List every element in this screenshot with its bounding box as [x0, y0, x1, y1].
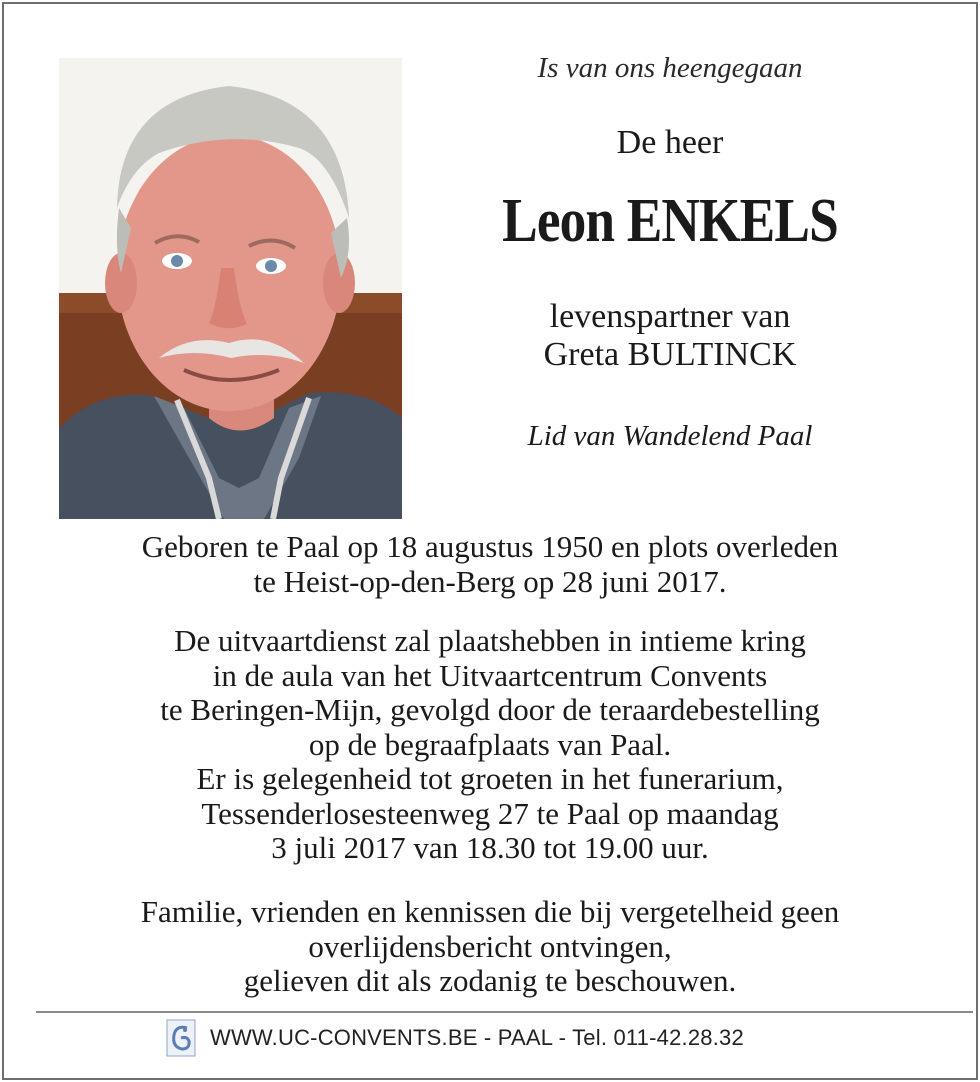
- partner-line: levenspartner van: [549, 298, 791, 335]
- text-line: te Beringen-Mijn, gevolgd door de teraardebestelling: [160, 692, 820, 727]
- closing-paragraph: [40, 895, 940, 999]
- partner-block: [470, 298, 870, 374]
- text-line: te Heist-op-den-Berg op 28 juni 2017.: [253, 563, 727, 599]
- footer: [166, 1018, 744, 1058]
- contact-info[interactable]: WWW.UC-CONVENTS.BE - PAAL - Tel. 011-42.28.32: [210, 1025, 744, 1050]
- membership-text: Lid van Wandelend Paal: [527, 420, 813, 452]
- text-line: Familie, vrienden en kennissen die bij vergetelheid geen: [140, 894, 840, 929]
- partner-name: Greta BULTINCK: [543, 336, 797, 373]
- text-line: gelieven dit als zodanig te beschouwen.: [243, 963, 737, 998]
- text-line: De uitvaartdienst zal plaatshebben in intieme kring: [174, 623, 806, 658]
- footer-divider: [36, 1011, 973, 1013]
- honorific-title: De heer: [616, 124, 724, 161]
- intro-text: Is van ons heengegaan: [537, 52, 803, 84]
- text-line: Geboren te Paal op 18 augustus 1950 en plots overleden: [141, 529, 839, 564]
- text-line: Er is gelegenheid tot groeten in het funerarium,: [196, 761, 784, 796]
- birth-death-paragraph: [40, 530, 940, 599]
- text-line: Tessenderlosesteenweg 27 te Paal op maandag: [201, 795, 779, 831]
- deceased-name: Leon ENKELS: [502, 187, 838, 255]
- portrait-photo: [59, 58, 402, 519]
- service-paragraph: [40, 624, 940, 866]
- text-line: 3 juli 2017 van 18.30 tot 19.00 uur.: [271, 830, 709, 865]
- text-line: in de aula van het Uitvaartcentrum Convents: [212, 657, 768, 693]
- text-line: overlijdensbericht ontvingen,: [308, 928, 672, 964]
- funeral-home-logo-icon: [166, 1019, 196, 1057]
- text-line: op de begraafplaats van Paal.: [308, 726, 672, 762]
